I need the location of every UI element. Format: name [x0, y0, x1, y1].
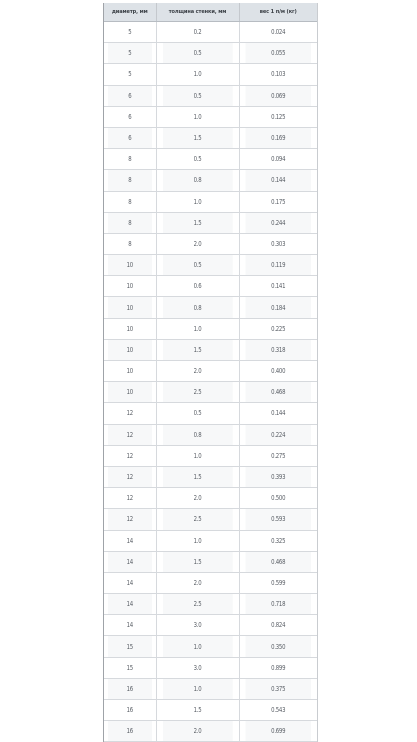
- header-row: [104, 3, 317, 22]
- cell-weight: 0.593: [245, 509, 311, 530]
- cell-wall-thickness: 0.6: [162, 276, 233, 297]
- cell-weight: 0.175: [245, 191, 311, 212]
- table-row: [104, 530, 317, 551]
- cell-diameter: 5: [108, 22, 152, 43]
- cell-weight: 0.244: [245, 212, 311, 233]
- cell-wall-thickness: 1.0: [162, 106, 233, 127]
- cell-wall-thickness: 3.0: [162, 657, 233, 678]
- cell-weight: 0.599: [245, 572, 311, 593]
- table-row: [104, 233, 317, 254]
- table-row: [104, 382, 317, 403]
- cell-wall-thickness: 1.5: [162, 212, 233, 233]
- cell-diameter: 8: [108, 191, 152, 212]
- cell-wall-thickness: 1.5: [162, 700, 233, 721]
- table-row: [104, 509, 317, 530]
- table-row: [104, 424, 317, 445]
- cell-wall-thickness: 0.5: [162, 403, 233, 424]
- table-row: [104, 149, 317, 170]
- cell-wall-thickness: 0.8: [162, 297, 233, 318]
- table-row: [104, 212, 317, 233]
- pipe-weight-table-container: [103, 3, 318, 742]
- cell-wall-thickness: 2.5: [162, 382, 233, 403]
- cell-weight: 0.325: [245, 530, 311, 551]
- cell-wall-thickness: 0.8: [162, 424, 233, 445]
- cell-wall-thickness: 1.0: [162, 191, 233, 212]
- table-row: [104, 170, 317, 191]
- cell-wall-thickness: 2.5: [162, 509, 233, 530]
- cell-weight: 0.144: [245, 403, 311, 424]
- table-row: [104, 127, 317, 148]
- cell-wall-thickness: 2.0: [162, 488, 233, 509]
- table-row: [104, 403, 317, 424]
- cell-wall-thickness: 2.0: [162, 361, 233, 382]
- cell-wall-thickness: 0.5: [162, 85, 233, 106]
- cell-weight: 0.699: [245, 721, 311, 742]
- cell-weight: 0.899: [245, 657, 311, 678]
- cell-weight: 0.303: [245, 233, 311, 254]
- cell-wall-thickness: 0.8: [162, 170, 233, 191]
- cell-wall-thickness: 1.0: [162, 445, 233, 466]
- cell-diameter: 12: [108, 445, 152, 466]
- cell-weight: 0.069: [245, 85, 311, 106]
- header-diameter: диаметр, мм: [104, 3, 156, 22]
- cell-diameter: 5: [108, 64, 152, 85]
- table-row: [104, 615, 317, 636]
- cell-weight: 0.500: [245, 488, 311, 509]
- cell-diameter: 8: [108, 212, 152, 233]
- table-row: [104, 297, 317, 318]
- cell-wall-thickness: 1.0: [162, 530, 233, 551]
- cell-weight: 0.225: [245, 318, 311, 339]
- table-row: [104, 191, 317, 212]
- cell-wall-thickness: 1.5: [162, 339, 233, 360]
- table-row: [104, 85, 317, 106]
- table-row: [104, 636, 317, 657]
- cell-diameter: 15: [108, 657, 152, 678]
- cell-weight: 0.468: [245, 551, 311, 572]
- cell-wall-thickness: 2.0: [162, 233, 233, 254]
- cell-diameter: 16: [108, 700, 152, 721]
- cell-wall-thickness: 2.0: [162, 721, 233, 742]
- cell-diameter: 10: [108, 297, 152, 318]
- cell-weight: 0.184: [245, 297, 311, 318]
- cell-weight: 0.144: [245, 170, 311, 191]
- table-row: [104, 721, 317, 742]
- cell-wall-thickness: 1.0: [162, 678, 233, 699]
- table-row: [104, 361, 317, 382]
- cell-weight: 0.119: [245, 255, 311, 276]
- cell-diameter: 10: [108, 382, 152, 403]
- cell-weight: 0.275: [245, 445, 311, 466]
- cell-diameter: 12: [108, 488, 152, 509]
- cell-wall-thickness: 1.5: [162, 466, 233, 487]
- cell-diameter: 6: [108, 106, 152, 127]
- cell-diameter: 8: [108, 233, 152, 254]
- cell-weight: 0.055: [245, 43, 311, 64]
- cell-diameter: 10: [108, 276, 152, 297]
- table-row: [104, 551, 317, 572]
- cell-diameter: 15: [108, 636, 152, 657]
- table-body: [104, 22, 317, 742]
- table-row: [104, 43, 317, 64]
- cell-wall-thickness: 0.5: [162, 43, 233, 64]
- table-row: [104, 700, 317, 721]
- cell-diameter: 10: [108, 255, 152, 276]
- cell-weight: 0.375: [245, 678, 311, 699]
- table-row: [104, 64, 317, 85]
- cell-diameter: 10: [108, 361, 152, 382]
- table-row: [104, 339, 317, 360]
- table-row: [104, 318, 317, 339]
- cell-diameter: 10: [108, 318, 152, 339]
- cell-weight: 0.318: [245, 339, 311, 360]
- table-row: [104, 255, 317, 276]
- cell-wall-thickness: 1.5: [162, 551, 233, 572]
- cell-weight: 0.350: [245, 636, 311, 657]
- cell-wall-thickness: 0.5: [162, 149, 233, 170]
- cell-weight: 0.125: [245, 106, 311, 127]
- cell-diameter: 8: [108, 149, 152, 170]
- cell-weight: 0.718: [245, 594, 311, 615]
- table-row: [104, 106, 317, 127]
- table-header: [104, 3, 317, 22]
- cell-diameter: 14: [108, 551, 152, 572]
- cell-diameter: 12: [108, 403, 152, 424]
- cell-weight: 0.543: [245, 700, 311, 721]
- header-wall-thickness: толщина стенки, мм: [156, 3, 239, 22]
- cell-weight: 0.094: [245, 149, 311, 170]
- cell-wall-thickness: 1.5: [162, 127, 233, 148]
- cell-diameter: 16: [108, 721, 152, 742]
- cell-diameter: 6: [108, 85, 152, 106]
- table-row: [104, 657, 317, 678]
- cell-diameter: 12: [108, 424, 152, 445]
- cell-diameter: 10: [108, 339, 152, 360]
- table-row: [104, 466, 317, 487]
- cell-weight: 0.400: [245, 361, 311, 382]
- cell-weight: 0.393: [245, 466, 311, 487]
- cell-weight: 0.824: [245, 615, 311, 636]
- cell-wall-thickness: 2.5: [162, 594, 233, 615]
- cell-diameter: 12: [108, 509, 152, 530]
- cell-weight: 0.024: [245, 22, 311, 43]
- cell-weight: 0.468: [245, 382, 311, 403]
- cell-diameter: 6: [108, 127, 152, 148]
- cell-wall-thickness: 3.0: [162, 615, 233, 636]
- cell-weight: 0.224: [245, 424, 311, 445]
- table-row: [104, 572, 317, 593]
- cell-diameter: 14: [108, 615, 152, 636]
- table-row: [104, 445, 317, 466]
- table-row: [104, 488, 317, 509]
- cell-wall-thickness: 0.5: [162, 255, 233, 276]
- cell-diameter: 14: [108, 530, 152, 551]
- cell-diameter: 14: [108, 594, 152, 615]
- cell-wall-thickness: 0.2: [162, 22, 233, 43]
- cell-weight: 0.169: [245, 127, 311, 148]
- header-weight-per-meter: вес 1 п/м (кг): [239, 3, 317, 22]
- cell-diameter: 8: [108, 170, 152, 191]
- table-row: [104, 678, 317, 699]
- pipe-weight-table: [104, 3, 317, 742]
- table-row: [104, 594, 317, 615]
- cell-diameter: 12: [108, 466, 152, 487]
- cell-diameter: 14: [108, 572, 152, 593]
- cell-wall-thickness: 1.0: [162, 64, 233, 85]
- cell-wall-thickness: 1.0: [162, 318, 233, 339]
- cell-wall-thickness: 2.0: [162, 572, 233, 593]
- cell-diameter: 16: [108, 678, 152, 699]
- table-row: [104, 22, 317, 43]
- cell-weight: 0.103: [245, 64, 311, 85]
- cell-weight: 0.141: [245, 276, 311, 297]
- cell-wall-thickness: 1.0: [162, 636, 233, 657]
- table-row: [104, 276, 317, 297]
- cell-diameter: 5: [108, 43, 152, 64]
